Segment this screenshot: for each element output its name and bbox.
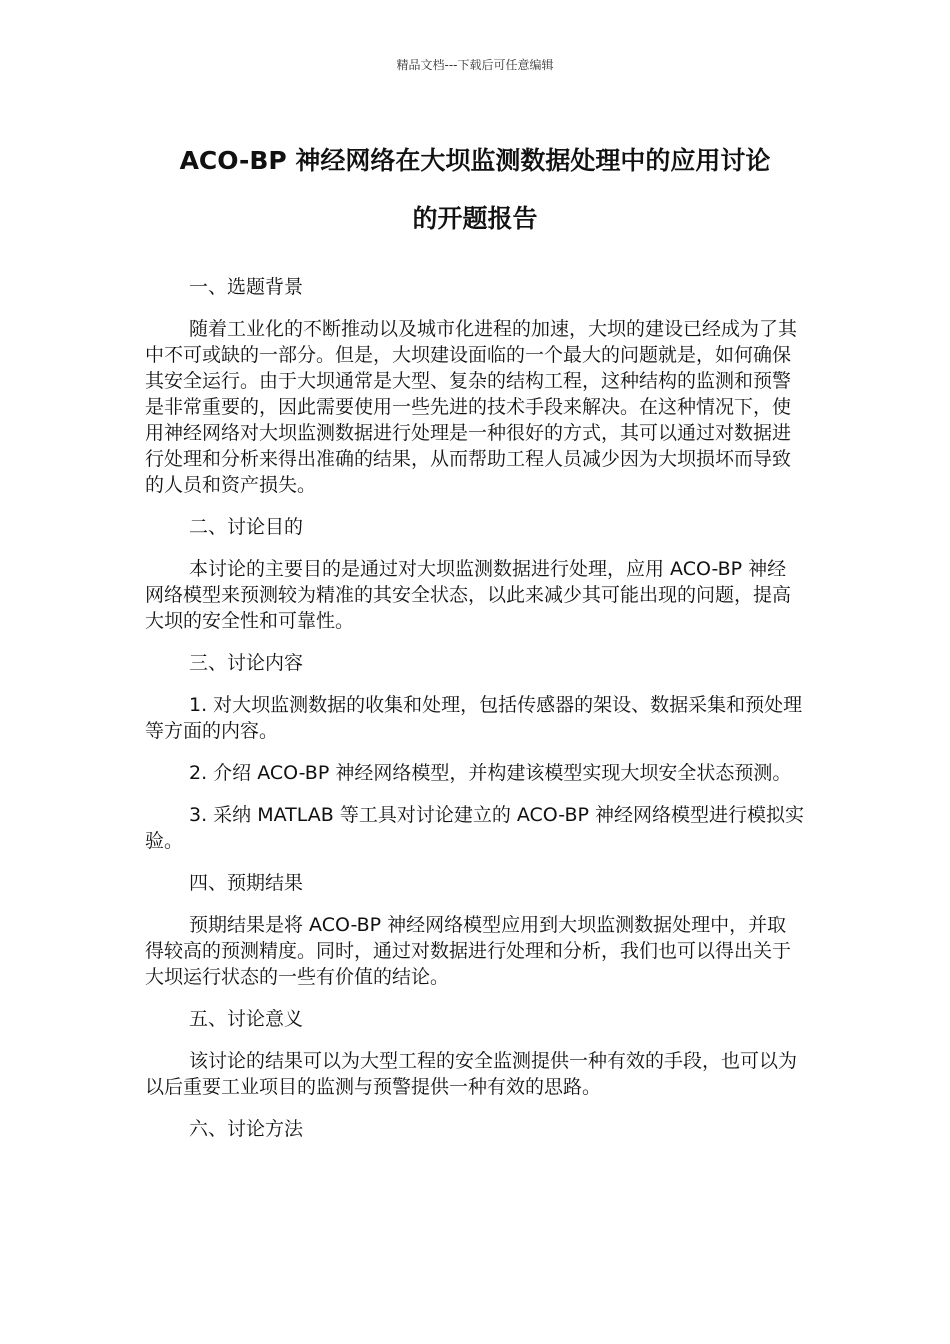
- title-line-2: 的开题报告: [412, 204, 538, 233]
- content-item-1: 1. 对大坝监测数据的收集和处理，包括传感器的架设、数据采集和预处理等方面的内容。: [145, 694, 803, 742]
- content-item-3: 3. 采纳 MATLAB 等工具对讨论建立的 ACO-BP 神经网络模型进行模拟实验。: [145, 804, 804, 852]
- section-heading-significance: 五、讨论意义: [189, 1008, 304, 1030]
- section-heading-background: 一、选题背景: [189, 276, 304, 298]
- page-header: 精品文档---下载后可任意编辑: [396, 58, 554, 72]
- document-title: [135, 132, 815, 248]
- paragraph-expected-results: 预期结果是将 ACO-BP 神经网络模型应用到大坝监测数据处理中，并取得较高的预测精度。同时，通过对数据进行处理和分析，我们也可以得出关于大坝运行状态的一些有价值的结论。: [145, 914, 792, 988]
- paragraph-purpose: 本讨论的主要目的是通过对大坝监测数据进行处理，应用 ACO-BP 神经网络模型来预测较为精准的其安全状态，以此来减少其可能出现的问题，提高大坝的安全性和可靠性。: [145, 558, 792, 632]
- content-item-2: 2. 介绍 ACO-BP 神经网络模型，并构建该模型实现大坝安全状态预测。: [189, 762, 792, 784]
- title-line-1: ACO-BP 神经网络在大坝监测数据处理中的应用讨论: [179, 146, 771, 175]
- paragraph-background: 随着工业化的不断推动以及城市化进程的加速，大坝的建设已经成为了其中不可或缺的一部分。但是，大坝建设面临的一个最大的问题就是，如何确保其安全运行。由于大坝通常是大型、复杂的结构工程，这种结构的监测和预警是非常重要的，因此需要使用一些先进的技术手段来解决。在这种情况下，使用神经网络对大坝监测数据进行处理是一种很好的方式，其可以通过对数据进行处理和分析来得出准确的结果，从而帮助工程人员减少因为大坝损坏而导致的人员和资产损失。: [145, 318, 798, 496]
- paragraph-significance: 该讨论的结果可以为大型工程的安全监测提供一种有效的手段，也可以为以后重要工业项目的监测与预警提供一种有效的思路。: [145, 1050, 798, 1098]
- section-heading-content: 三、讨论内容: [189, 652, 304, 674]
- section-heading-methods: 六、讨论方法: [189, 1118, 304, 1140]
- section-heading-expected-results: 四、预期结果: [189, 872, 304, 894]
- document-body: [145, 274, 805, 1158]
- section-heading-purpose: 二、讨论目的: [189, 516, 304, 538]
